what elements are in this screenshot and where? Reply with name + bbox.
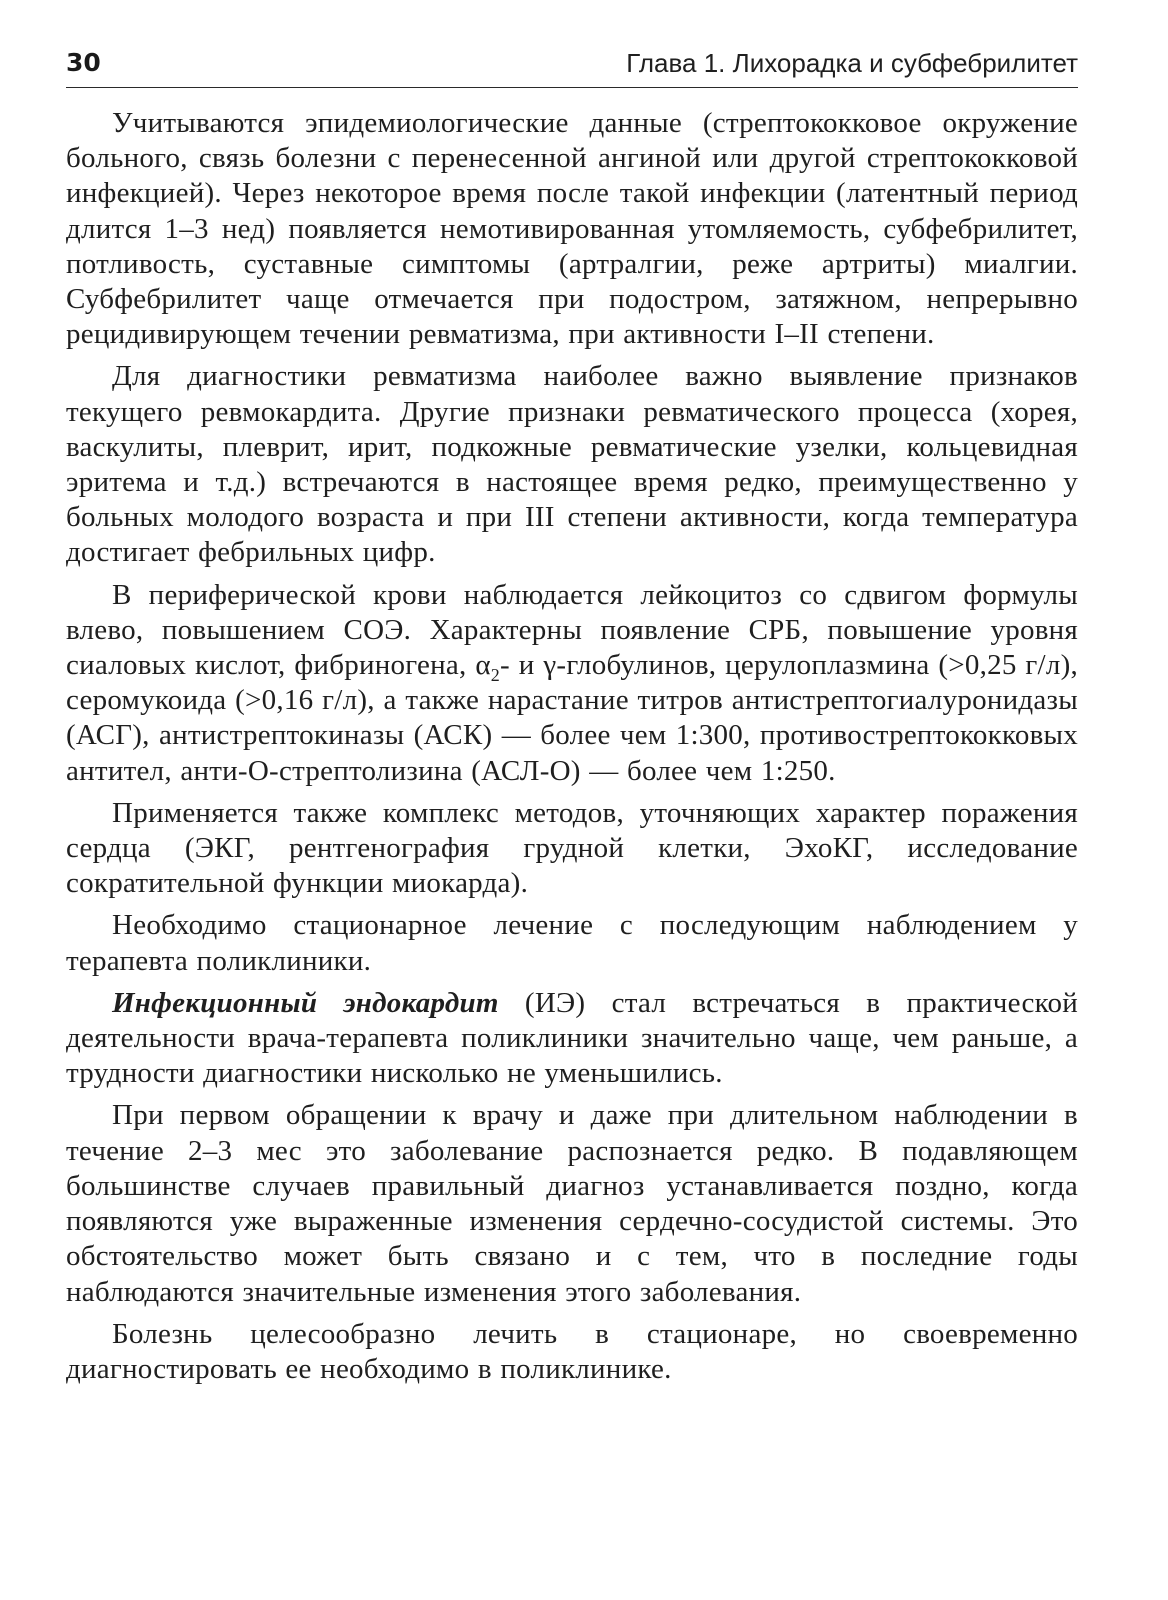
- paragraph-late-diagnosis: При первом обращении к врачу и даже при длительном наблюдении в течение 2–3 мес это заболевание распознается редко. В подавляющем большинстве случаев правильный диагноз устанавливается поздно, когда появляются уже выраженные изменения сердечно-сосудистой системы. Это обстоятельство может быть связано и с тем, что в последние годы наблюдаются значительные изменения этого заболевания.: [66, 1099, 1078, 1308]
- running-header: [66, 47, 1078, 88]
- term-infective-endocarditis: Инфекционный эндокардит: [112, 986, 499, 1019]
- paragraph-methods: Применяется также комплекс методов, уточняющих характер поражения сердца (ЭКГ, рентгенография грудной клетки, ЭхоКГ, исследование сократительной функции миокарда).: [66, 796, 1078, 900]
- page-body: [66, 106, 1078, 1394]
- alpha-subscript: 2: [490, 664, 501, 685]
- lab-text-part1: В периферической крови наблюдается лейкоцитоз со сдвигом формулы влево, повышением СОЭ. Характерны появление СРБ, повышение уровня сиаловых кислот, фибриногена, α: [66, 578, 1078, 682]
- lab-text-part2: - и γ-глобулинов, церулоплазмина (>0,25 г/л), серомукоида (>0,16 г/л), а также нарастание титров антистрептогиалуронидазы (АСГ), антистрептокиназы (АСК) — более чем 1:300, противострептококковых антител, анти-О-стрептолизина (АСЛ-О) — более чем 1:250.: [66, 649, 1078, 787]
- paragraph-lab-findings: [66, 578, 1078, 789]
- paragraph-hospital-treatment: Болезнь целесообразно лечить в стационаре, но своевременно диагностировать ее необходимо в поликлинике.: [66, 1317, 1078, 1385]
- paragraph-epidemiology: Учитываются эпидемиологические данные (стрептококковое окружение больного, связь болезни с перенесенной ангиной или другой стрептококковой инфекцией). Через некоторое время после такой инфекции (латентный период длится 1–3 нед) появляется немотивированная утомляемость, субфебрилитет, потливость, суставные симптомы (артралгии, реже артриты) миалгии. Субфебрилитет чаще отмечается при подостром, затяжном, непрерывно рецидивирующем течении ревматизма, при активности I–II степени.: [66, 107, 1078, 351]
- chapter-title: Глава 1. Лихорадка и субфебрилитет: [626, 48, 1078, 78]
- endocarditis-text: (ИЭ) стал встречаться в практической деятельности врача-терапевта поликлиники значительно чаще, чем раньше, а трудности диагностики нисколько не уменьшились.: [66, 986, 1078, 1090]
- paragraph-treatment: Необходимо стационарное лечение с последующим наблюдением у терапевта поликлиники.: [66, 909, 1078, 977]
- paragraph-endocarditis: [66, 986, 1078, 1092]
- page-number: 30: [66, 48, 101, 77]
- paragraph-diagnostics: Для диагностики ревматизма наиболее важно выявление признаков текущего ревмокардита. Другие признаки ревматического процесса (хорея, васкулиты, плеврит, ирит, подкожные ревматические узелки, кольцевидная эритема и т.д.) встречаются в настоящее время редко, преимущественно у больных молодого возраста и при III степени активности, когда температура достигает фебрильных цифр.: [66, 360, 1078, 569]
